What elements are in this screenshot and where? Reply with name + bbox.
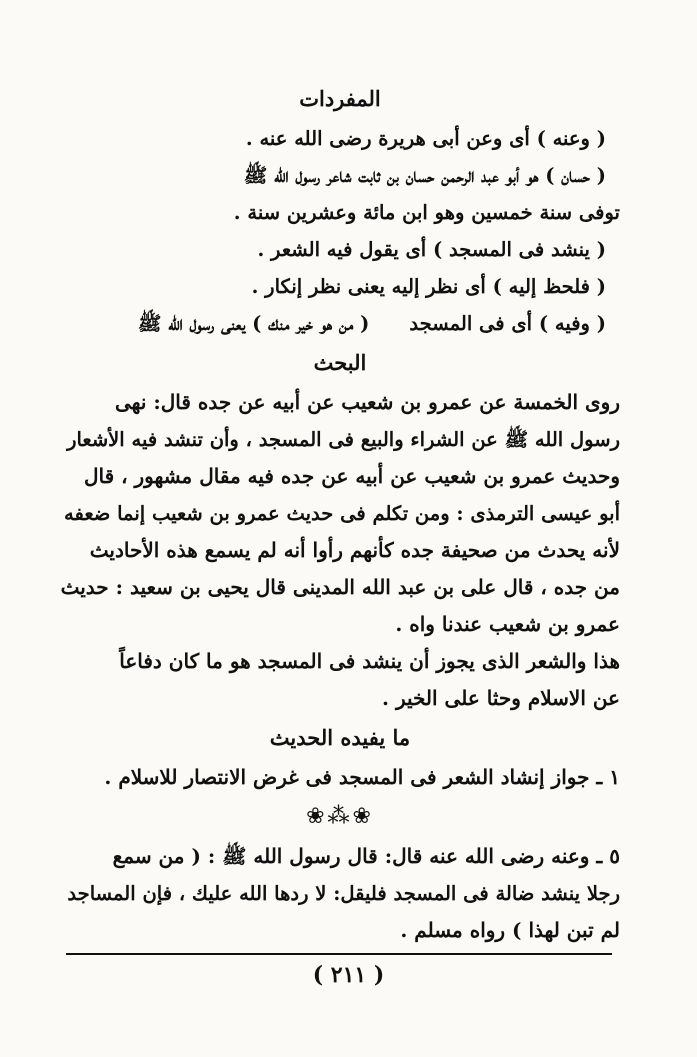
vocabulary-section [75,120,620,342]
benefits-heading: ما يفيده الحديث [269,725,411,750]
footer-rule [66,953,612,955]
ornament-divider: ❀⁂❀ [306,804,374,829]
hadith-line: لم تبن لهذا ) رواه مسلم . [400,918,620,942]
discussion-line: رسول الله ﷺ عن الشراء والبيع فى المسجد ، وأن تنشد فيه الأشعار [67,428,620,451]
vocab-line: ( وعنه ) أى وعن أبى هريرة رضى الله عنه . [245,127,606,150]
discussion-heading: البحث [313,350,367,375]
discussion-line: عمرو بن شعيب عندنا واه . [395,612,620,636]
discussion-line: لأنه يحدث من صحيفة جده كأنهم رأوا أنه لم يسمع هذه الأحاديث [89,538,620,562]
discussion-line: أبو عيسى الترمذى : ومن تكلم فى حديث عمرو بن شعيب إنما ضعفه [64,502,620,525]
vocab-line: توفى سنة خمسين وهو ابن مائة وعشرين سنة . [233,201,620,224]
discussion-line: وحديث عمرو بن شعيب عن أبيه عن جده فيه مقال مشهور ، قال [83,464,620,488]
vocab-line: ( حسان ) هو أبو عبد الرحمن حسان بن ثابت شاعر رسول الله ﷺ [243,164,606,187]
hadith-line: رجلا ينشد ضالة فى المسجد فليقل: لا ردها الله عليك ، فإن المساجد [67,882,620,905]
page-body [60,78,620,949]
hadith-section [60,838,620,949]
benefit-item: ١ ـ جواز إنشاد الشعر فى المسجد فى غرض الانتصار للاسلام . [104,765,620,789]
discussion-section [60,384,620,717]
vocab-entry: ( وفيه ) أى فى المسجد [409,312,606,335]
vocab-line: ( فلحظ إليه ) أى نظر إليه يعنى نظر إنكار . [251,275,606,298]
vocab-line [75,305,620,342]
discussion-line: من جده ، قال على بن عبد الله المدينى قال يحيى بن سعيد : حديث [60,575,620,599]
hadith-line: ٥ ـ وعنه رضى الله عنه قال: قال رسول الله ﷺ : ( من سمع [112,844,620,868]
page-number: ( ٢١١ ) [312,962,385,988]
discussion-line: روى الخمسة عن عمرو بن شعيب عن أبيه عن جده قال: نهى [114,390,620,414]
discussion-line: عن الاسلام وحثا على الخير . [382,686,620,710]
discussion-line: هذا والشعر الذى يجوز أن ينشد فى المسجد هو ما كان دفاعاً [119,649,620,673]
vocab-line: ( ينشد فى المسجد ) أى يقول فيه الشعر . [257,238,606,261]
vocabulary-heading: المفردات [299,86,381,111]
vocab-entry: ( من هو خير منك ) يعنى رسول الله ﷺ [137,312,370,335]
